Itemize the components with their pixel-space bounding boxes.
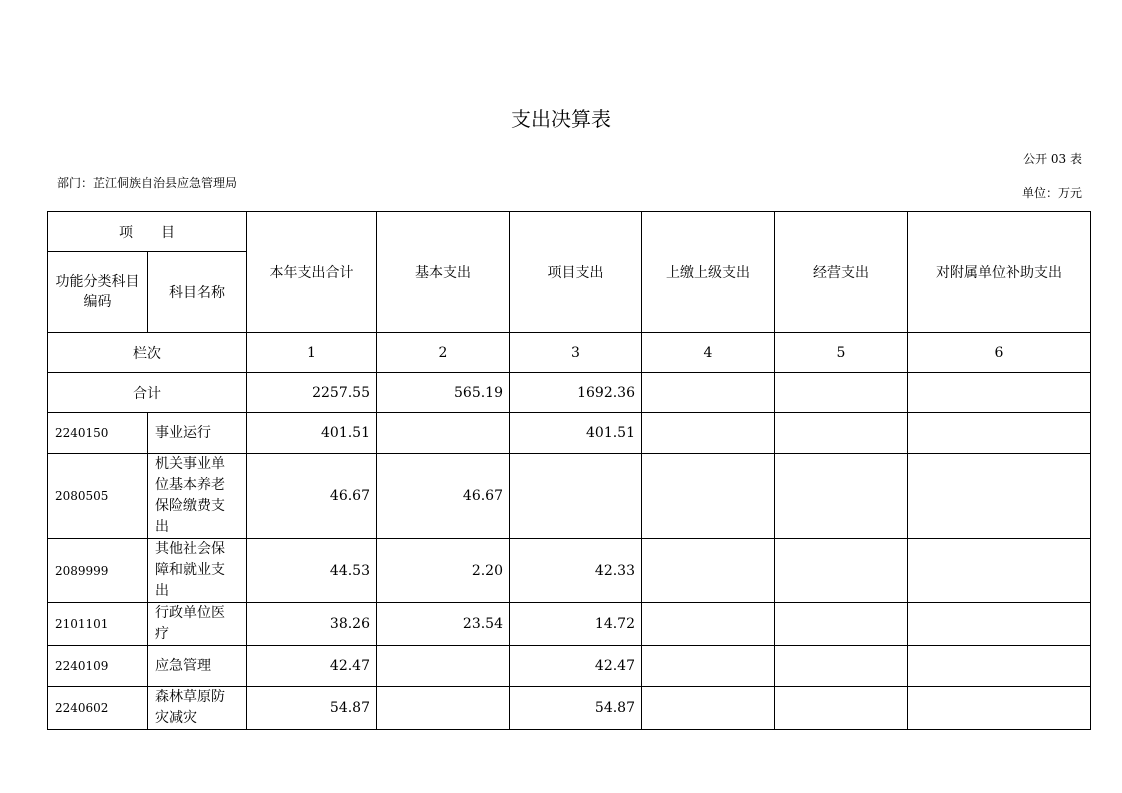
page-title: 支出决算表	[511, 107, 611, 131]
row-value	[908, 539, 1091, 603]
row-value: 46.67	[247, 454, 377, 539]
col-index-3: 3	[510, 333, 642, 373]
row-value	[908, 603, 1091, 646]
row-value	[642, 454, 775, 539]
row-name-text: 行政单位医疗	[155, 605, 225, 642]
row-code: 2101101	[48, 603, 148, 646]
row-value	[642, 646, 775, 687]
total-row	[48, 373, 1091, 413]
table-row	[48, 687, 1091, 730]
row-value	[775, 603, 908, 646]
row-value	[775, 539, 908, 603]
row-name	[148, 687, 247, 730]
row-name-text: 机关事业单位基本养老保险缴费支出	[155, 456, 225, 535]
table-row	[48, 646, 1091, 687]
table-row	[48, 539, 1091, 603]
row-value	[377, 687, 510, 730]
row-code: 2240109	[48, 646, 148, 687]
row-value: 54.87	[510, 687, 642, 730]
col-index-1: 1	[247, 333, 377, 373]
total-value: 565.19	[377, 373, 510, 413]
row-value	[642, 539, 775, 603]
row-name	[148, 413, 247, 454]
total-label: 合计	[48, 373, 247, 413]
row-value	[908, 454, 1091, 539]
row-value: 42.47	[510, 646, 642, 687]
col-index-2: 2	[377, 333, 510, 373]
total-value	[775, 373, 908, 413]
col-index-6: 6	[908, 333, 1091, 373]
row-value	[908, 413, 1091, 454]
header-col-1: 本年支出合计	[247, 212, 377, 333]
form-number: 公开 03 表	[1023, 152, 1082, 166]
header-code: 功能分类科目编码	[48, 252, 148, 333]
table-row	[48, 603, 1091, 646]
unit-label: 单位：万元	[1021, 186, 1082, 200]
row-value: 2.20	[377, 539, 510, 603]
row-value: 14.72	[510, 603, 642, 646]
row-value	[642, 413, 775, 454]
header-name: 科目名称	[148, 252, 247, 333]
col-index-label: 栏次	[48, 333, 247, 373]
row-code: 2240150	[48, 413, 148, 454]
row-value	[510, 454, 642, 539]
row-value	[775, 646, 908, 687]
row-value	[377, 413, 510, 454]
total-value	[908, 373, 1091, 413]
row-code: 2240602	[48, 687, 148, 730]
row-name-text: 应急管理	[155, 657, 211, 674]
header-col-5: 经营支出	[775, 212, 908, 333]
total-value: 2257.55	[247, 373, 377, 413]
row-value: 23.54	[377, 603, 510, 646]
row-value: 42.47	[247, 646, 377, 687]
row-value	[775, 687, 908, 730]
header-col-4: 上缴上级支出	[642, 212, 775, 333]
expenditure-table	[47, 211, 1091, 730]
table-row	[48, 454, 1091, 539]
row-value	[775, 454, 908, 539]
row-code: 2089999	[48, 539, 148, 603]
row-value: 54.87	[247, 687, 377, 730]
header-col-6: 对附属单位补助支出	[908, 212, 1091, 333]
row-value	[642, 687, 775, 730]
header-item: 项 目	[48, 212, 247, 252]
row-value: 38.26	[247, 603, 377, 646]
row-value	[642, 603, 775, 646]
header-col-3: 项目支出	[510, 212, 642, 333]
col-index-4: 4	[642, 333, 775, 373]
row-name	[148, 603, 247, 646]
row-value	[775, 413, 908, 454]
table-row	[48, 413, 1091, 454]
row-value: 46.67	[377, 454, 510, 539]
row-value	[377, 646, 510, 687]
total-value: 1692.36	[510, 373, 642, 413]
header-col-2: 基本支出	[377, 212, 510, 333]
row-value: 401.51	[247, 413, 377, 454]
row-name-text: 事业运行	[155, 424, 211, 441]
department-label: 部门：芷江侗族自治县应急管理局	[57, 176, 238, 190]
row-name	[148, 646, 247, 687]
row-name-text: 其他社会保障和就业支出	[155, 541, 225, 599]
col-index-5: 5	[775, 333, 908, 373]
row-value: 401.51	[510, 413, 642, 454]
row-value: 42.33	[510, 539, 642, 603]
row-name	[148, 454, 247, 539]
row-code: 2080505	[48, 454, 148, 539]
row-name	[148, 539, 247, 603]
row-name-text: 森林草原防灾减灾	[155, 689, 225, 726]
row-value: 44.53	[247, 539, 377, 603]
row-value	[908, 687, 1091, 730]
total-value	[642, 373, 775, 413]
row-value	[908, 646, 1091, 687]
